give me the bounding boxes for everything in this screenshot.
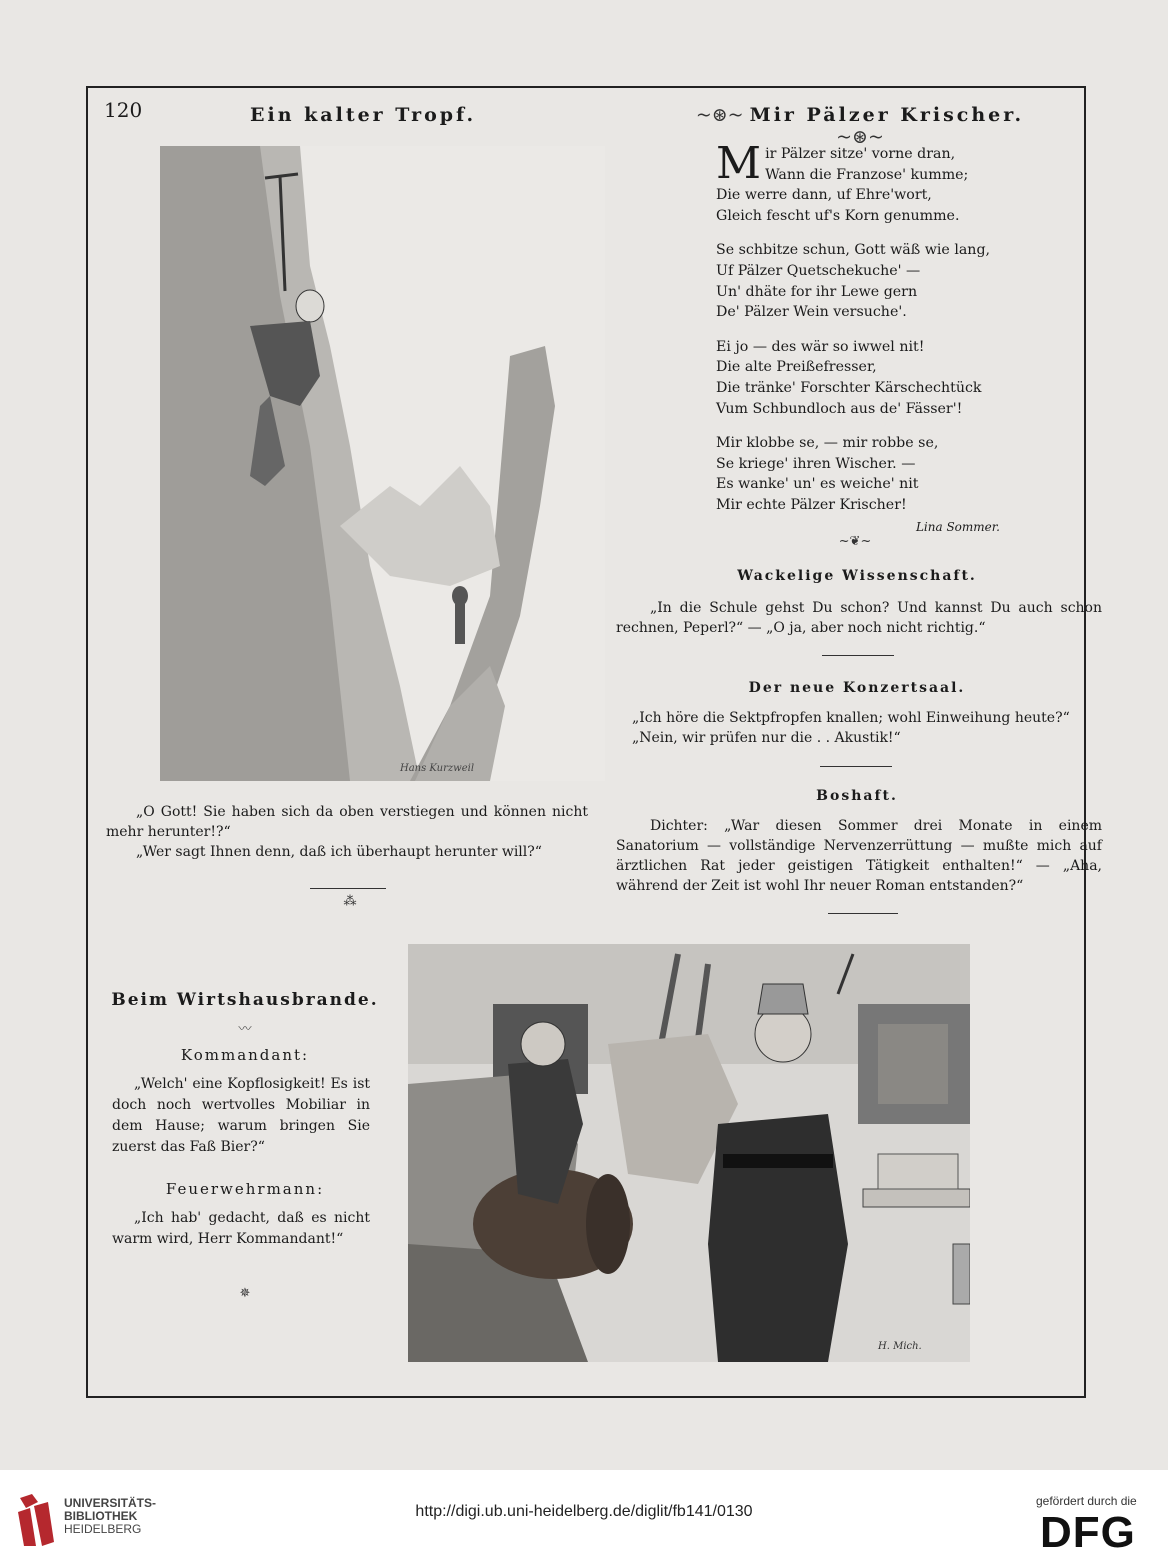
section-title-wackelige: Wackelige Wissenschaft. xyxy=(737,568,977,584)
svg-text:H. Mich.: H. Mich. xyxy=(878,1341,922,1352)
ornament-left-icon: ~⊛~ xyxy=(695,104,750,126)
library-name-line-2: BIBLIOTHEK xyxy=(64,1509,138,1523)
wirtshaus-text-1: „Welch' eine Kopflosigkeit! Es ist doch noch wertvolles Mobiliar in dem Hause; warum bringen Sie zuerst das Faß Bier?“ xyxy=(112,1076,370,1155)
poem-line: Die alte Preißefresser, xyxy=(716,359,877,376)
flourish-ornament-icon: ~❦~ xyxy=(838,534,872,549)
poem-line: Se schbitze schun, Gott wäß wie lang, xyxy=(716,242,991,259)
section-title-konzertsaal: Der neue Konzertsaal. xyxy=(748,680,966,696)
poem-line: Se kriege' ihren Wischer. — xyxy=(716,455,916,472)
wirtshaus-speaker-2: Feuerwehrmann: xyxy=(165,1180,325,1198)
climber-illustration xyxy=(160,146,605,781)
footer-bar xyxy=(0,1470,1168,1567)
firebrigade-illustration xyxy=(408,944,970,1362)
divider-rule xyxy=(820,766,892,767)
funding-label: gefördert durch die xyxy=(1036,1494,1137,1508)
dfg-logo: DFG xyxy=(1040,1508,1136,1557)
drop-cap: M xyxy=(716,138,762,189)
caption-line-1: „O Gott! Sie haben sich da oben verstiegen und können nicht mehr herunter!?“ xyxy=(106,804,588,840)
poem-line: Die tränke' Forschter Kärschechtück xyxy=(716,379,982,396)
sunburst-ornament-icon: ⁂ xyxy=(343,894,357,909)
poem-line: Vum Schbundloch aus de' Fässer'! xyxy=(716,400,963,417)
poem-line: Uf Pälzer Quetschekuche' — xyxy=(716,262,921,279)
page-number: 120 xyxy=(104,98,143,122)
poem-line: Un' dhäte for ihr Lewe gern xyxy=(716,283,918,300)
poem-line: Gleich fescht uf's Korn genumme. xyxy=(716,207,960,224)
poem-stanza-2 xyxy=(716,240,1016,322)
poem-line: Mir echte Pälzer Krischer! xyxy=(716,496,907,513)
climber-caption xyxy=(106,802,588,862)
poem-stanza-3 xyxy=(716,337,1016,419)
library-name-line-3: HEIDELBERG xyxy=(64,1522,142,1536)
source-url-link[interactable]: http://digi.ub.uni-heidelberg.de/diglit/fb141/0130 xyxy=(415,1503,753,1520)
star-ornament-icon: ✵ xyxy=(239,1286,251,1301)
wirtshaus-title: Beim Wirtshausbrande. xyxy=(111,990,379,1010)
poem-line: ir Pälzer sitze' vorne dran, xyxy=(765,146,956,162)
wirtshaus-speaker-1: Kommandant: xyxy=(180,1046,310,1064)
poem-line: Es wanke' un' es weiche' nit xyxy=(716,476,919,493)
poem-line: Ei jo — des wär so iwwel nit! xyxy=(716,338,925,355)
section-title-boshaft: Boshaft. xyxy=(816,788,898,804)
divider-rule xyxy=(822,655,894,656)
wirtshaus-text-2: „Ich hab' gedacht, daß es nicht warm wird, Herr Kommandant!“ xyxy=(112,1210,370,1247)
poem-line: Die werre dann, uf Ehre'wort, xyxy=(716,187,932,204)
divider-rule xyxy=(828,913,898,914)
divider-rule xyxy=(310,888,386,889)
caption-line-2: „Wer sagt Ihnen denn, daß ich überhaupt herunter will?“ xyxy=(136,844,542,860)
svg-text:Hans Kurzweil: Hans Kurzweil xyxy=(400,763,475,774)
poem-author: Lina Sommer. xyxy=(915,520,1000,534)
ornament-right-icon: ~⊛~ xyxy=(836,126,884,148)
section-text-konzertsaal-2: „Nein, wir prüfen nur die . . Akustik!“ xyxy=(632,730,901,746)
poem-line: Wann die Franzose' kumme; xyxy=(765,166,969,183)
header-left-title: Ein kalter Tropf. xyxy=(250,104,477,126)
poem-title: Mir Pälzer Krischer. xyxy=(749,104,1025,126)
section-text-wackelige: „In die Schule gehst Du schon? Und kannst Du auch schon rechnen, Peperl?“ — „O ja, aber noch nicht richtig.“ xyxy=(616,600,1102,636)
section-text-konzertsaal-1: „Ich höre die Sektpfropfen knallen; wohl Einweihung heute?“ xyxy=(632,710,1070,726)
library-name-line-1: UNIVERSITÄTS- xyxy=(64,1496,157,1510)
poem-stanza-1 xyxy=(716,138,1016,226)
poem-line: Mir klobbe se, — mir robbe se, xyxy=(716,435,939,452)
poem-line: De' Pälzer Wein versuche'. xyxy=(716,304,907,321)
tilde-ornament-icon: 〰 xyxy=(238,1022,252,1037)
poem-stanza-4 xyxy=(716,433,1016,515)
poem xyxy=(716,138,1016,530)
section-text-boshaft: Dichter: „War diesen Sommer drei Monate in einem Sanatorium — vollständige Nervenzerrüttung — mußte mich auf ärztlichen Rat jeder geistigen Tätigkeit enthalten!“ — „Aha, während der Zeit ist wohl Ihr neuer Roman entstanden?“ xyxy=(616,818,1102,894)
